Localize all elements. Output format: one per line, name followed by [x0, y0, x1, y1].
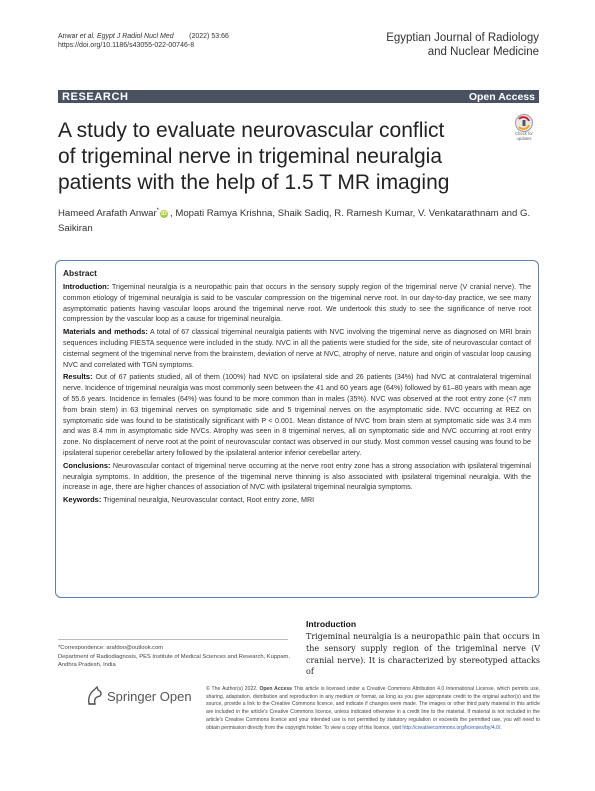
section-label: Results: [63, 372, 93, 382]
abstract-results [63, 372, 531, 458]
citation-block [58, 32, 229, 50]
abstract-introduction [63, 282, 531, 325]
footnote-divider [58, 639, 288, 640]
citation-line [58, 32, 229, 41]
abstract-conclusions [63, 461, 531, 493]
license-statement [206, 686, 540, 732]
correspondence-email[interactable]: *Correspondence: arafdoo@outlook.com [58, 645, 164, 651]
section-text: Trigeminal neuralgia, Neurovascular contact, Root entry zone, MRI [103, 496, 315, 505]
check-updates-icon [509, 113, 539, 133]
license-text: This article is licensed under a Creative Commons Attribution 4.0 International License, which permits use, sharing, adaptation, distribution and reproduction in any medium or format, as long as you give appropriate credit to the original author(s) and the source, provide a link to the Creative Commons licence, and indicate if changes were made. The images or other third party material in this article are included in the article's Creative Commons licence, unless indicated otherwise in a credit line to the material. If material is not included in the article's Creative Commons licence and your intended use is not permitted by statutory regulation or exceeds the permitted use, you will need to obtain permission directly from the copyright holder. To view a copy of this licence, visit [206, 686, 541, 731]
springer-open-logo[interactable] [85, 683, 195, 709]
section-text: Out of 67 patients studied, all of them (100%) had NVC on ipsilateral side and 26 patients (34%) had NVC at contralateral trigeminal nerve. Incidence of trigeminal neuralgia was most commonly seen between the 41 and 60 years age (64%) followed by 61–80 years with mean age of 55.6 years. Incidence in females (64%) was found to be more common than in males (35%). NVC was observed at the root entry zone (<7 mm from brain stem) in 63 trigeminal nerves on symptomatic side and 5 trigeminal nerves on the asymptomatic side. NVC occurring at REZ on symptomatic side was found to be statistically significant with P < 0.001. Mean distance of NVC from brain stem at symptomatic side was 3.4 mm and was 8.4 mm in asymptomatic side NVCs. Atrophy was seen in 8 trigeminal nerves, all on symptomatic side and NVC occurring at root entry zone. No displacement of nerve root at the point of neurovascular contact was observed in our study. Most common vessel causing was found to be ipsilateral superior cerebellar artery followed by the ipsilateral anterior inferior cerebellar artery. [63, 373, 531, 457]
citation-year: (2022) 53:66 [189, 33, 229, 40]
journal-name-line1: Egyptian Journal of Radiology [386, 32, 539, 44]
citation-authors: Anwar [58, 33, 78, 40]
section-text: Trigeminal neuralgia is a neuropathic pain that occurs in the sensory supply region of the trigeminal nerve (V cranial nerve). The common etiology of trigeminal neuralgia is said to be vascular compression on the trigeminal nerve root. In our day-to-day practice, we see many asymptomatic patients having vascular loops around the trigeminal nerve root. We undertook this study to see the significance of nerve root compression by the vascular loop as a cause for trigeminal neuralgia. [63, 283, 532, 324]
correspondence-footnote [58, 644, 290, 670]
article-title [58, 118, 508, 196]
author-list [58, 204, 538, 236]
affiliation: Department of Radiodiagnosis, PES Institute of Medical Sciences and Research, Kuppam, Andhra Pradesh, India [58, 653, 291, 668]
check-updates-label: Check for updates [515, 131, 533, 141]
abstract-keywords [63, 495, 531, 506]
introduction-heading: Introduction [306, 619, 357, 629]
citation-etal: et al. [79, 33, 95, 40]
introduction-body: Trigeminal neuralgia is a neuropathic pain that occurs in the sensory supply region of the trigeminal nerve (V cranial nerve). It is characterized by stereotyped attacks of [306, 632, 540, 677]
check-for-updates-badge[interactable] [509, 113, 539, 143]
license-suffix: . [500, 724, 502, 731]
open-access-label[interactable]: Open Access [468, 91, 535, 103]
orcid-icon[interactable]: iD [161, 211, 167, 218]
abstract-methods [63, 327, 531, 370]
section-text: A total of 67 classical trigeminal neuralgia patients with NVC involving the trigeminal nerve as diagnosed on MRI brain sequences including FIESTA sequence were included in the study. NVC in all the patients were studied for the side, site of neurovascular contact of cisternal segment of the trigeminal nerve from the brainstem, deviation of nerve at NVC, atrophy of nerve, nature and origin of vascular loop causing NVC and correlated with TGN symptoms. [63, 328, 531, 369]
copyright: © The Author(s) 2022. [206, 686, 258, 692]
article-type-banner [58, 90, 539, 103]
license-link[interactable]: http://creativecommons.org/licenses/by/4.0/ [402, 724, 501, 731]
article-type-label: RESEARCH [62, 91, 129, 103]
abstract-box [55, 260, 539, 598]
section-label: Keywords: [63, 495, 102, 505]
abstract-heading: Abstract [63, 268, 97, 278]
section-label: Conclusions: [63, 460, 111, 470]
corresponding-marker: * [156, 208, 160, 214]
journal-name [339, 31, 539, 59]
springer-horse-icon [85, 685, 105, 707]
publisher-name: Springer Open [107, 689, 192, 704]
section-label: Introduction: [63, 282, 110, 291]
first-author[interactable]: Hameed Arafath Anwar [58, 208, 157, 220]
citation-doi[interactable]: https://doi.org/10.1186/s43055-022-00746-8 [58, 42, 195, 49]
journal-name-line2: and Nuclear Medicine [427, 46, 539, 58]
section-label: Materials and methods: [63, 327, 148, 337]
title-line-1: A study to evaluate neurovascular conflict [58, 119, 445, 142]
section-text: Neurovascular contact of trigeminal nerve occurring at the nerve root entry zone has a strong association with ipsilateral trigeminal neuralgia symptoms. In addition, the presence of the trigeminal nerve thinning is also associated with ipsilateral trigeminal neuralgia. With the increase in age, there are higher chances of association of NVC with ipsilateral trigeminal neuralgia symptoms. [63, 461, 532, 492]
citation-journal: Egypt J Radiol Nucl Med [96, 33, 174, 40]
title-line-2: of trigeminal nerve in trigeminal neuralgia [58, 145, 443, 168]
coauthors: , Mopati Ramya Krishna, Shaik Sadiq, R. Ramesh Kumar, V. Venkatarathnam and G. Saikiran [58, 208, 531, 234]
open-access-bold: Open Access [259, 686, 293, 692]
title-line-3: patients with the help of 1.5 T MR imaging [58, 171, 450, 194]
